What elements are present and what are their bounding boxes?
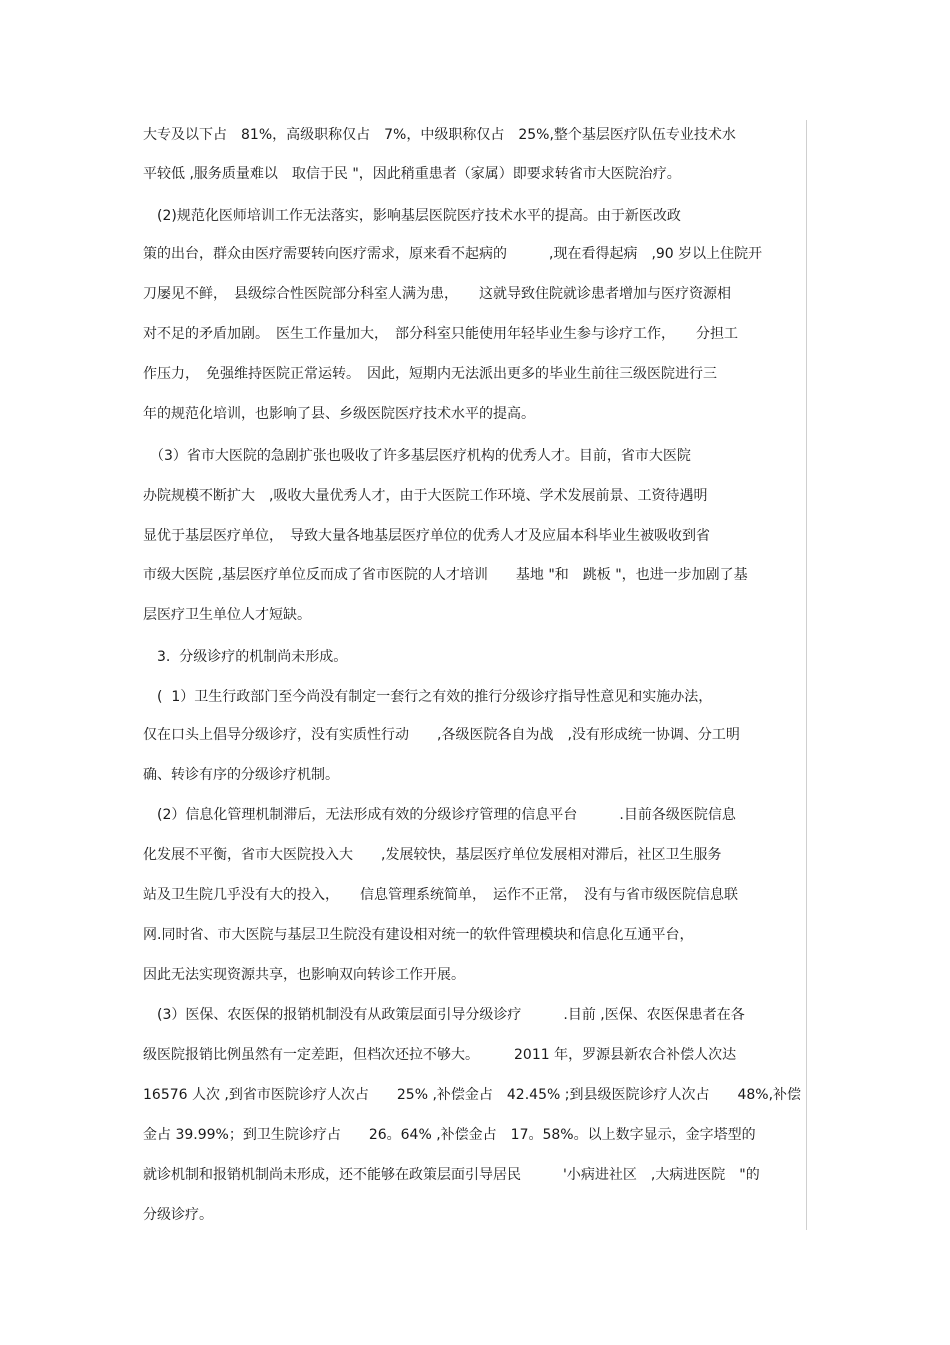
text-line: 因此无法实现资源共享，也影响双向转诊工作开展。 [143,967,465,983]
text-line: 对不足的矛盾加剧。 医生工作量加大， 部分科室只能使用年轻毕业生参与诊疗工作， 分担工 [143,326,738,342]
text-line: (3）医保、农医保的报销机制没有从政策层面引导分级诊疗 .目前 ,医保、农医保患者在各 [143,1007,745,1023]
text-line: 作压力， 免强维持医院正常运转。 因此，短期内无法派出更多的毕业生前往三级医院进行三 [143,366,717,382]
text-line: 网.同时省、市大医院与基层卫生院没有建设相对统一的软件管理模块和信息化互通平台， [143,927,694,943]
text-line: 就诊机制和报销机制尚未形成，还不能够在政策层面引导居民 '小病进社区 ,大病进医院 "的 [143,1167,760,1183]
text-line: 层医疗卫生单位人才短缺。 [143,607,311,623]
text-line: ( 1）卫生行政部门至今尚没有制定一套行之有效的推行分级诊疗指导性意见和实施办法， [143,689,713,705]
page-edge-divider [806,120,807,1230]
text-line: 年的规范化培训，也影响了县、乡级医院医疗技术水平的提高。 [143,406,535,422]
text-line: 化发展不平衡，省市大医院投入大 ,发展较快，基层医疗单位发展相对滞后，社区卫生服务 [143,847,722,863]
text-line: 仅在口头上倡导分级诊疗，没有实质性行动 ,各级医院各自为战 ,没有形成统一协调、分工明 [143,727,740,743]
text-line: (2)规范化医师培训工作无法落实，影响基层医院医疗技术水平的提高。由于新医改政 [143,208,681,224]
text-line: 级医院报销比例虽然有一定差距，但档次还拉不够大。 2011 年，罗源县新农合补偿人次达 [143,1047,737,1063]
text-line: 市级大医院 ,基层医疗单位反而成了省市医院的人才培训 基地 "和 跳板 "，也进一步加剧了基 [143,567,748,583]
text-line: 确、转诊有序的分级诊疗机制。 [143,767,339,783]
text-line: (2）信息化管理机制滞后，无法形成有效的分级诊疗管理的信息平台 .目前各级医院信息 [143,807,736,823]
text-line: 策的出台，群众由医疗需要转向医疗需求，原来看不起病的 ,现在看得起病 ,90 岁以上住院开 [143,246,763,262]
text-line: 办院规模不断扩大 ,吸收大量优秀人才，由于大医院工作环境、学术发展前景、工资待遇明 [143,488,708,504]
text-line: 16576 人次 ,到省市医院诊疗人次占 25% ,补偿金占 42.45% ;到县级医院诊疗人次占 48%,补偿 [143,1087,802,1103]
text-line: 金占 39.99%；到卫生院诊疗占 26。64% ,补偿金占 17。58%。以上数字显示，金字塔型的 [143,1127,756,1143]
text-line: 显优于基层医疗单位， 导致大量各地基层医疗单位的优秀人才及应届本科毕业生被吸收到省 [143,528,710,544]
text-line: 3. 分级诊疗的机制尚未形成。 [143,649,348,665]
text-line: 大专及以下占 81%，高级职称仅占 7%，中级职称仅占 25%,整个基层医疗队伍专业技术水 [143,127,736,143]
text-line: 分级诊疗。 [143,1207,213,1223]
text-line: （3）省市大医院的急剧扩张也吸收了许多基层医疗机构的优秀人才。目前，省市大医院 [143,448,691,464]
text-line: 站及卫生院几乎没有大的投入， 信息管理系统简单， 运作不正常， 没有与省市级医院信息联 [143,887,738,903]
text-line: 平较低 ,服务质量难以 取信于民 "，因此稍重患者（家属）即要求转省市大医院治疗。 [143,166,681,182]
text-line: 刀屡见不鲜， 县级综合性医院部分科室人满为患， 这就导致住院就诊患者增加与医疗资源相 [143,286,731,302]
